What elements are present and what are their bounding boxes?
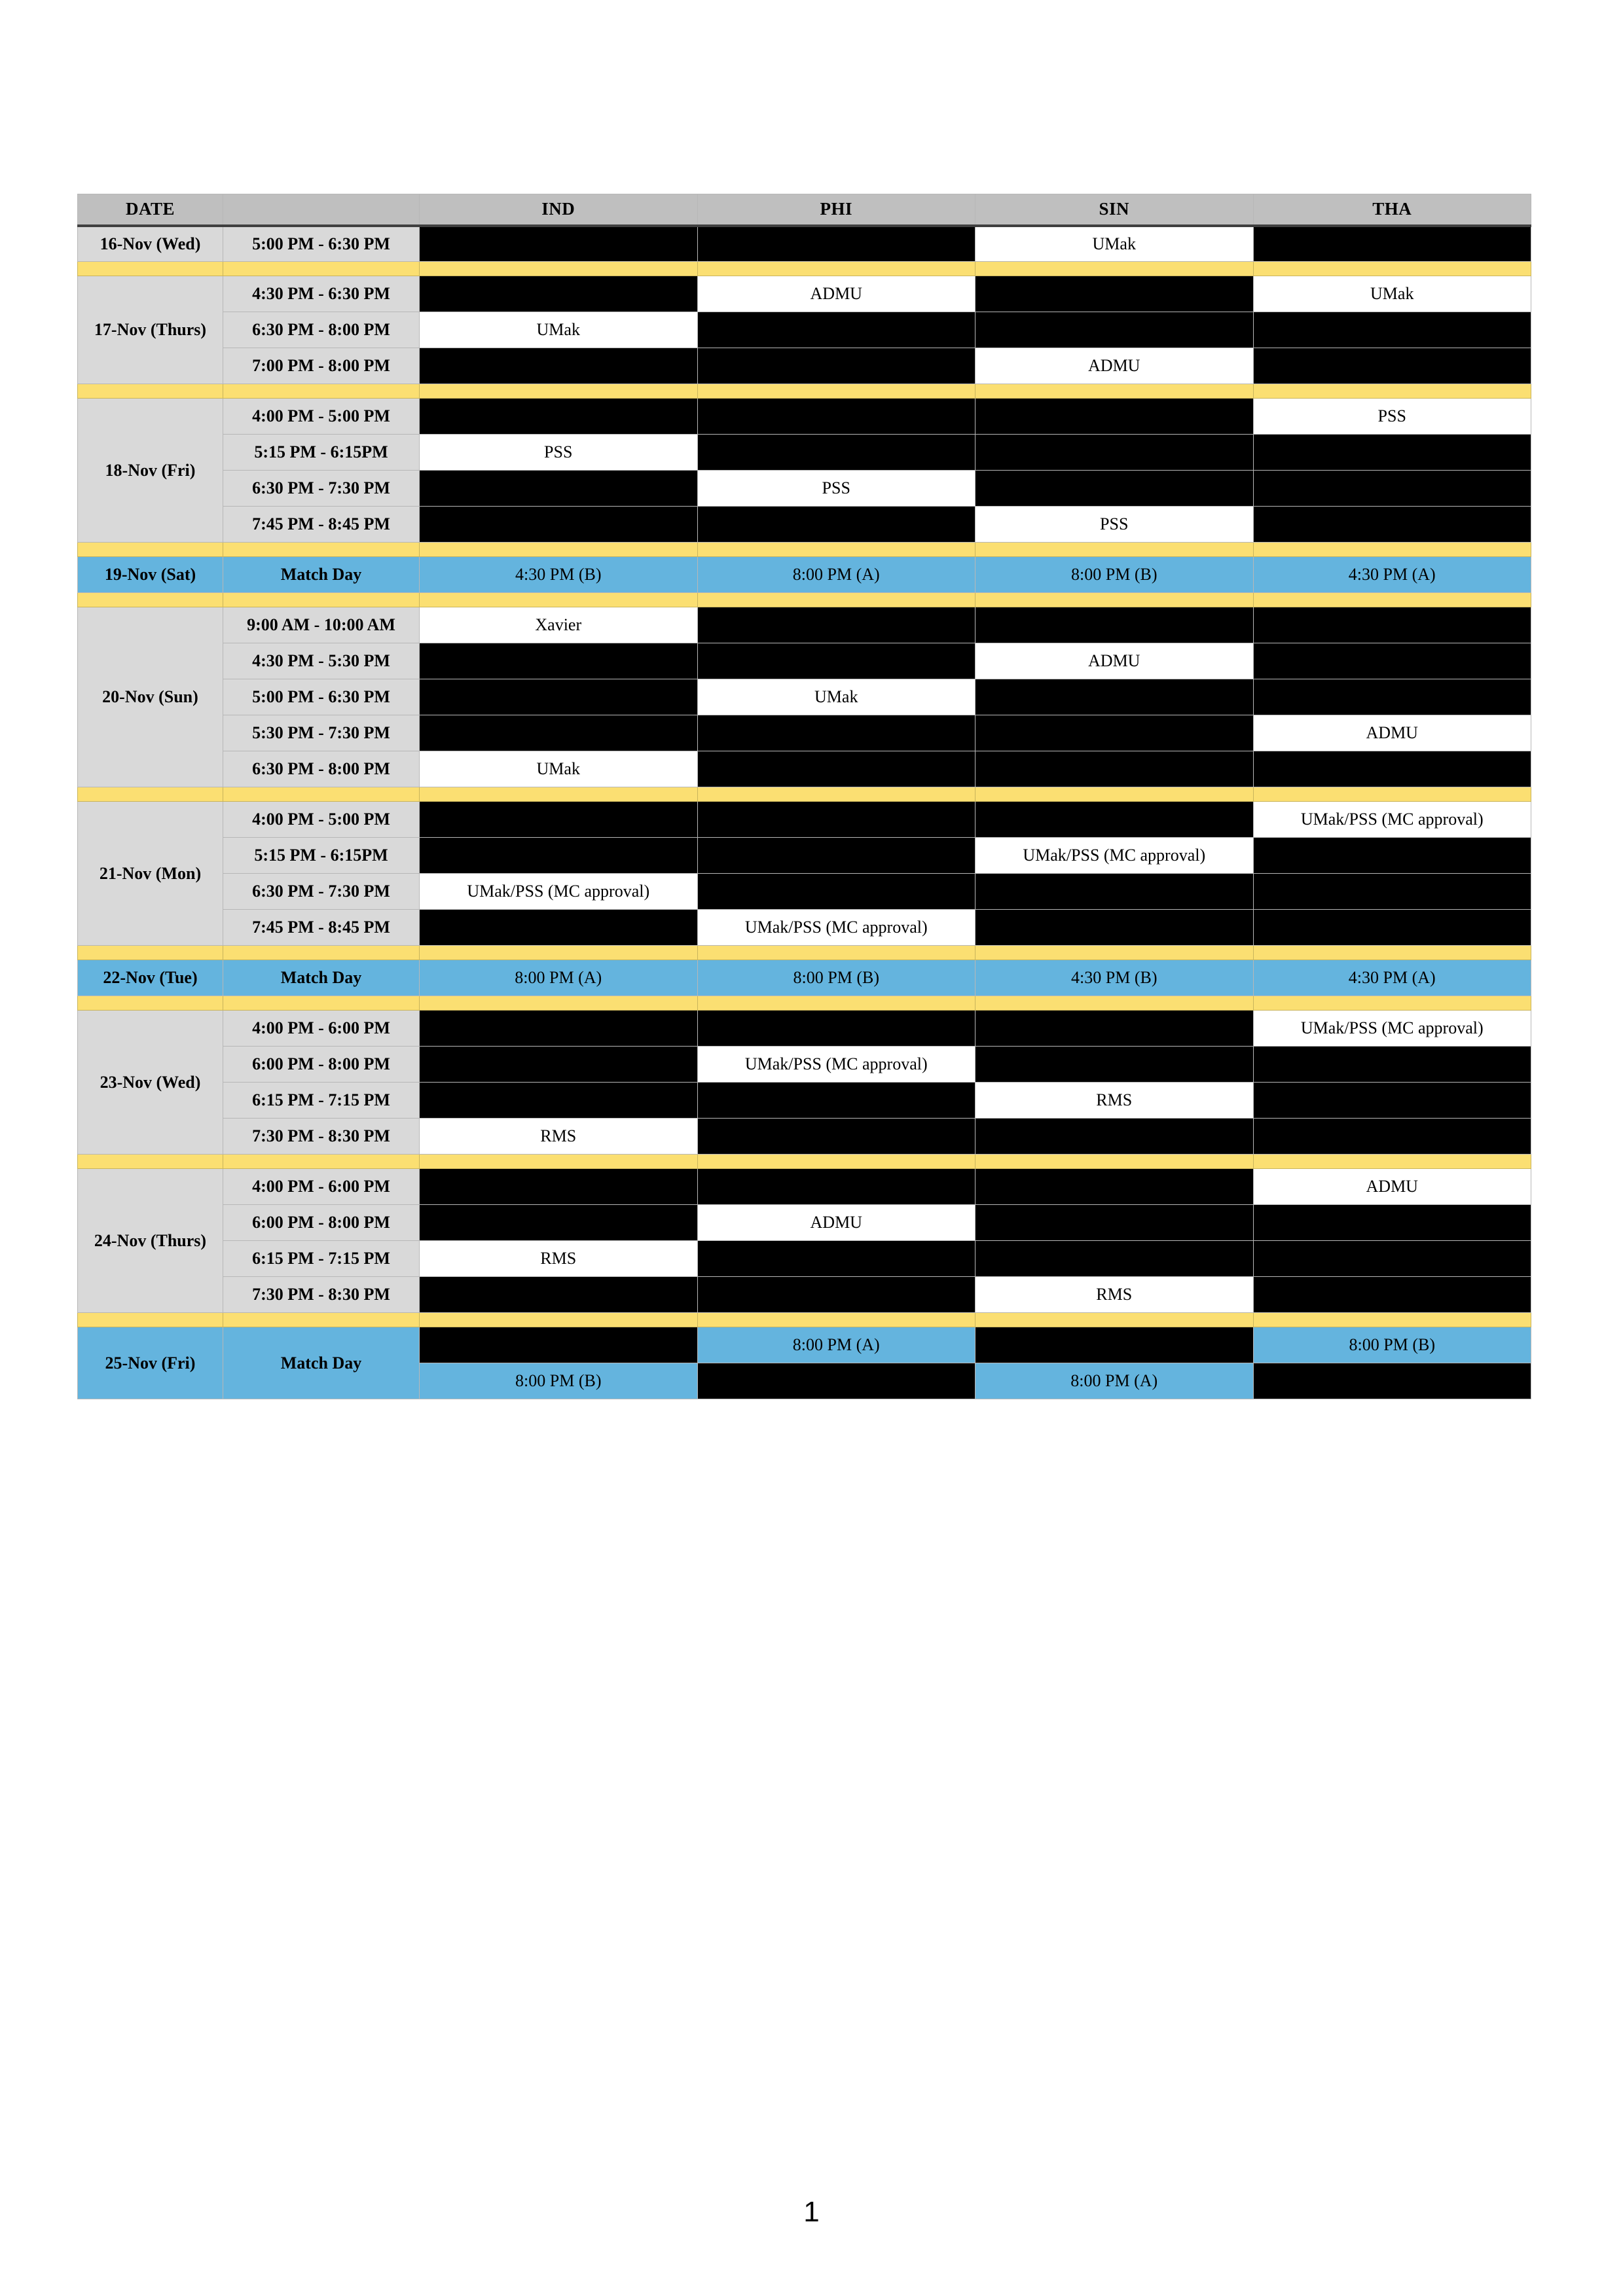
unavailable-cell[interactable] [1253, 679, 1531, 715]
unavailable-cell[interactable] [1253, 751, 1531, 787]
separator-cell [223, 543, 420, 557]
booking-cell[interactable]: RMS [976, 1083, 1254, 1119]
training-row [78, 1169, 1531, 1205]
unavailable-cell[interactable] [697, 1119, 976, 1155]
separator-cell [976, 384, 1254, 399]
unavailable-cell[interactable] [976, 1119, 1254, 1155]
time-slot-cell: 4:30 PM - 6:30 PM [223, 276, 420, 312]
training-row [78, 399, 1531, 435]
unavailable-cell[interactable] [976, 471, 1254, 507]
booking-cell[interactable]: PSS [697, 471, 976, 507]
training-row [78, 679, 1531, 715]
unavailable-cell[interactable] [420, 1169, 698, 1205]
row-separator [78, 593, 1531, 607]
row-separator [78, 262, 1531, 276]
time-slot-cell: 6:00 PM - 8:00 PM [223, 1205, 420, 1241]
training-row [78, 643, 1531, 679]
separator-cell [420, 1155, 698, 1169]
separator-cell [976, 262, 1254, 276]
unavailable-cell[interactable] [697, 1363, 976, 1399]
unavailable-cell[interactable] [420, 1047, 698, 1083]
date-cell: 25-Nov (Fri) [78, 1327, 223, 1399]
time-slot-cell: 7:30 PM - 8:30 PM [223, 1277, 420, 1313]
booking-cell[interactable]: RMS [420, 1119, 698, 1155]
booking-cell[interactable]: UMak/PSS (MC approval) [976, 838, 1254, 874]
unavailable-cell[interactable] [420, 471, 698, 507]
separator-cell [223, 946, 420, 960]
time-slot-cell: 5:30 PM - 7:30 PM [223, 715, 420, 751]
unavailable-cell[interactable] [1253, 1277, 1531, 1313]
separator-cell [78, 996, 223, 1011]
date-cell: 21-Nov (Mon) [78, 802, 223, 946]
column-header-ind: IND [420, 194, 698, 226]
training-row [78, 1083, 1531, 1119]
separator-cell [420, 262, 698, 276]
booking-cell[interactable]: ADMU [697, 276, 976, 312]
training-row [78, 312, 1531, 348]
unavailable-cell[interactable] [420, 348, 698, 384]
unavailable-cell[interactable] [697, 607, 976, 643]
booking-cell[interactable]: RMS [976, 1277, 1254, 1313]
separator-cell [223, 384, 420, 399]
page-number: 1 [803, 2196, 820, 2228]
training-row [78, 471, 1531, 507]
separator-cell [697, 262, 976, 276]
booking-cell[interactable]: ADMU [1253, 715, 1531, 751]
separator-cell [1253, 384, 1531, 399]
time-slot-cell: 7:45 PM - 8:45 PM [223, 507, 420, 543]
unavailable-cell[interactable] [976, 1169, 1254, 1205]
training-row [78, 751, 1531, 787]
unavailable-cell[interactable] [697, 348, 976, 384]
unavailable-cell[interactable] [1253, 507, 1531, 543]
unavailable-cell[interactable] [697, 751, 976, 787]
time-slot-cell: 5:15 PM - 6:15PM [223, 838, 420, 874]
booking-cell[interactable]: UMak/PSS (MC approval) [1253, 1011, 1531, 1047]
separator-cell [697, 593, 976, 607]
training-row [78, 507, 1531, 543]
unavailable-cell[interactable] [697, 802, 976, 838]
matchday-label: Match Day [223, 960, 420, 996]
unavailable-cell[interactable] [1253, 910, 1531, 946]
unavailable-cell[interactable] [976, 715, 1254, 751]
training-row [78, 348, 1531, 384]
unavailable-cell[interactable] [697, 435, 976, 471]
row-separator [78, 787, 1531, 802]
training-row [78, 1241, 1531, 1277]
unavailable-cell[interactable] [976, 874, 1254, 910]
separator-cell [223, 1155, 420, 1169]
separator-cell [1253, 543, 1531, 557]
separator-cell [223, 1313, 420, 1327]
booking-cell[interactable]: ADMU [976, 348, 1254, 384]
unavailable-cell[interactable] [420, 910, 698, 946]
unavailable-cell[interactable] [420, 1277, 698, 1313]
unavailable-cell[interactable] [697, 1083, 976, 1119]
time-slot-cell: 5:00 PM - 6:30 PM [223, 226, 420, 262]
separator-cell [976, 593, 1254, 607]
matchday-time-cell[interactable]: 8:00 PM (A) [420, 960, 698, 996]
unavailable-cell[interactable] [976, 399, 1254, 435]
time-slot-cell: 6:15 PM - 7:15 PM [223, 1241, 420, 1277]
unavailable-cell[interactable] [420, 1083, 698, 1119]
separator-cell [78, 543, 223, 557]
time-slot-cell: 4:30 PM - 5:30 PM [223, 643, 420, 679]
unavailable-cell[interactable] [697, 838, 976, 874]
booking-cell[interactable]: UMak/PSS (MC approval) [697, 1047, 976, 1083]
separator-cell [1253, 593, 1531, 607]
time-slot-cell: 4:00 PM - 6:00 PM [223, 1169, 420, 1205]
training-row [78, 802, 1531, 838]
time-slot-cell: 7:30 PM - 8:30 PM [223, 1119, 420, 1155]
unavailable-cell[interactable] [1253, 312, 1531, 348]
separator-cell [420, 787, 698, 802]
unavailable-cell[interactable] [420, 226, 698, 262]
unavailable-cell[interactable] [420, 399, 698, 435]
date-cell: 20-Nov (Sun) [78, 607, 223, 787]
date-cell: 19-Nov (Sat) [78, 557, 223, 593]
unavailable-cell[interactable] [976, 1327, 1254, 1363]
separator-cell [420, 996, 698, 1011]
separator-cell [223, 593, 420, 607]
row-separator [78, 1313, 1531, 1327]
unavailable-cell[interactable] [1253, 1083, 1531, 1119]
matchday-time-cell[interactable]: 8:00 PM (B) [1253, 1327, 1531, 1363]
row-separator [78, 1155, 1531, 1169]
separator-cell [1253, 1155, 1531, 1169]
unavailable-cell[interactable] [976, 1241, 1254, 1277]
time-slot-cell: 4:00 PM - 5:00 PM [223, 399, 420, 435]
booking-cell[interactable]: ADMU [1253, 1169, 1531, 1205]
date-cell: 17-Nov (Thurs) [78, 276, 223, 384]
unavailable-cell[interactable] [1253, 874, 1531, 910]
separator-cell [78, 1313, 223, 1327]
unavailable-cell[interactable] [1253, 1241, 1531, 1277]
unavailable-cell[interactable] [697, 399, 976, 435]
date-cell: 18-Nov (Fri) [78, 399, 223, 543]
unavailable-cell[interactable] [697, 507, 976, 543]
training-row [78, 874, 1531, 910]
unavailable-cell[interactable] [976, 607, 1254, 643]
unavailable-cell[interactable] [976, 751, 1254, 787]
separator-cell [697, 996, 976, 1011]
training-row [78, 1205, 1531, 1241]
booking-cell[interactable]: ADMU [697, 1205, 976, 1241]
booking-cell[interactable]: UMak [976, 226, 1254, 262]
separator-cell [697, 946, 976, 960]
time-slot-cell: 6:15 PM - 7:15 PM [223, 1083, 420, 1119]
column-header-sin: SIN [976, 194, 1254, 226]
booking-cell[interactable]: UMak [1253, 276, 1531, 312]
booking-cell[interactable]: UMak [420, 312, 698, 348]
separator-cell [697, 787, 976, 802]
matchday-time-cell[interactable]: 8:00 PM (A) [697, 1327, 976, 1363]
time-slot-cell: 6:30 PM - 7:30 PM [223, 471, 420, 507]
separator-cell [420, 1313, 698, 1327]
matchday-time-cell[interactable]: 8:00 PM (B) [697, 960, 976, 996]
matchday-time-cell[interactable]: 4:30 PM (A) [1253, 960, 1531, 996]
row-separator [78, 384, 1531, 399]
unavailable-cell[interactable] [1253, 1047, 1531, 1083]
matchday-time-cell[interactable]: 8:00 PM (A) [697, 557, 976, 593]
time-slot-cell: 4:00 PM - 5:00 PM [223, 802, 420, 838]
date-cell: 22-Nov (Tue) [78, 960, 223, 996]
separator-cell [78, 262, 223, 276]
training-match-schedule-table [77, 194, 1531, 1399]
unavailable-cell[interactable] [420, 1011, 698, 1047]
separator-cell [976, 946, 1254, 960]
unavailable-cell[interactable] [1253, 1363, 1531, 1399]
unavailable-cell[interactable] [420, 679, 698, 715]
booking-cell[interactable]: PSS [420, 435, 698, 471]
table-header [78, 194, 1531, 226]
training-row [78, 1119, 1531, 1155]
separator-cell [420, 543, 698, 557]
time-slot-cell: 6:30 PM - 8:00 PM [223, 751, 420, 787]
column-header-tha: THA [1253, 194, 1531, 226]
time-slot-cell: 9:00 AM - 10:00 AM [223, 607, 420, 643]
column-header-phi: PHI [697, 194, 976, 226]
row-separator [78, 543, 1531, 557]
unavailable-cell[interactable] [976, 910, 1254, 946]
column-header-time [223, 194, 420, 226]
separator-cell [697, 1155, 976, 1169]
date-cell: 16-Nov (Wed) [78, 226, 223, 262]
separator-cell [976, 787, 1254, 802]
header-row [78, 194, 1531, 226]
training-row [78, 1277, 1531, 1313]
separator-cell [1253, 262, 1531, 276]
time-slot-cell: 6:30 PM - 7:30 PM [223, 874, 420, 910]
training-row [78, 910, 1531, 946]
unavailable-cell[interactable] [697, 312, 976, 348]
unavailable-cell[interactable] [1253, 643, 1531, 679]
unavailable-cell[interactable] [420, 715, 698, 751]
training-row [78, 226, 1531, 262]
separator-cell [223, 996, 420, 1011]
unavailable-cell[interactable] [976, 1205, 1254, 1241]
unavailable-cell[interactable] [420, 838, 698, 874]
training-row [78, 607, 1531, 643]
separator-cell [976, 1155, 1254, 1169]
booking-cell[interactable]: ADMU [976, 643, 1254, 679]
time-slot-cell: 7:45 PM - 8:45 PM [223, 910, 420, 946]
unavailable-cell[interactable] [697, 1241, 976, 1277]
time-slot-cell: 4:00 PM - 6:00 PM [223, 1011, 420, 1047]
unavailable-cell[interactable] [976, 435, 1254, 471]
separator-cell [78, 593, 223, 607]
unavailable-cell[interactable] [1253, 348, 1531, 384]
matchday-time-cell[interactable]: 8:00 PM (A) [976, 1363, 1254, 1399]
unavailable-cell[interactable] [697, 874, 976, 910]
unavailable-cell[interactable] [697, 1169, 976, 1205]
unavailable-cell[interactable] [697, 226, 976, 262]
unavailable-cell[interactable] [1253, 1205, 1531, 1241]
matchday-row [78, 1327, 1531, 1363]
time-slot-cell: 6:30 PM - 8:00 PM [223, 312, 420, 348]
row-separator [78, 946, 1531, 960]
matchday-label: Match Day [223, 1327, 420, 1399]
unavailable-cell[interactable] [1253, 226, 1531, 262]
row-separator [78, 996, 1531, 1011]
unavailable-cell[interactable] [976, 802, 1254, 838]
separator-cell [697, 1313, 976, 1327]
matchday-time-cell[interactable]: 4:30 PM (B) [420, 557, 698, 593]
training-row [78, 1047, 1531, 1083]
date-cell: 24-Nov (Thurs) [78, 1169, 223, 1313]
training-row [78, 838, 1531, 874]
unavailable-cell[interactable] [697, 1011, 976, 1047]
separator-cell [976, 996, 1254, 1011]
unavailable-cell[interactable] [697, 1277, 976, 1313]
booking-cell[interactable]: UMak/PSS (MC approval) [697, 910, 976, 946]
separator-cell [1253, 1313, 1531, 1327]
booking-cell[interactable]: Xavier [420, 607, 698, 643]
schedule-sheet [77, 194, 1531, 1399]
separator-cell [697, 384, 976, 399]
separator-cell [223, 787, 420, 802]
unavailable-cell[interactable] [1253, 607, 1531, 643]
unavailable-cell[interactable] [697, 643, 976, 679]
unavailable-cell[interactable] [420, 643, 698, 679]
booking-cell[interactable]: UMak [420, 751, 698, 787]
unavailable-cell[interactable] [420, 1205, 698, 1241]
time-slot-cell: 5:00 PM - 6:30 PM [223, 679, 420, 715]
unavailable-cell[interactable] [420, 507, 698, 543]
unavailable-cell[interactable] [976, 1011, 1254, 1047]
unavailable-cell[interactable] [1253, 1119, 1531, 1155]
matchday-row [78, 960, 1531, 996]
unavailable-cell[interactable] [420, 802, 698, 838]
training-row [78, 715, 1531, 751]
separator-cell [420, 384, 698, 399]
unavailable-cell[interactable] [976, 1047, 1254, 1083]
date-cell: 23-Nov (Wed) [78, 1011, 223, 1155]
separator-cell [78, 787, 223, 802]
separator-cell [1253, 996, 1531, 1011]
training-row [78, 1011, 1531, 1047]
separator-cell [1253, 946, 1531, 960]
booking-cell[interactable]: UMak/PSS (MC approval) [420, 874, 698, 910]
separator-cell [420, 946, 698, 960]
matchday-time-cell[interactable]: 8:00 PM (B) [976, 557, 1254, 593]
separator-cell [697, 543, 976, 557]
matchday-time-cell[interactable]: 8:00 PM (B) [420, 1363, 698, 1399]
booking-cell[interactable]: PSS [1253, 399, 1531, 435]
booking-cell[interactable]: UMak [697, 679, 976, 715]
column-header-date: DATE [78, 194, 223, 226]
separator-cell [1253, 787, 1531, 802]
unavailable-cell[interactable] [976, 312, 1254, 348]
unavailable-cell[interactable] [420, 276, 698, 312]
matchday-row [78, 557, 1531, 593]
training-row [78, 435, 1531, 471]
unavailable-cell[interactable] [697, 715, 976, 751]
booking-cell[interactable]: PSS [976, 507, 1254, 543]
separator-cell [78, 384, 223, 399]
unavailable-cell[interactable] [976, 276, 1254, 312]
unavailable-cell[interactable] [1253, 471, 1531, 507]
time-slot-cell: 6:00 PM - 8:00 PM [223, 1047, 420, 1083]
booking-cell[interactable]: RMS [420, 1241, 698, 1277]
time-slot-cell: 5:15 PM - 6:15PM [223, 435, 420, 471]
separator-cell [420, 593, 698, 607]
matchday-label: Match Day [223, 557, 420, 593]
separator-cell [223, 262, 420, 276]
time-slot-cell: 7:00 PM - 8:00 PM [223, 348, 420, 384]
unavailable-cell[interactable] [1253, 838, 1531, 874]
separator-cell [976, 543, 1254, 557]
matchday-time-cell[interactable]: 4:30 PM (A) [1253, 557, 1531, 593]
matchday-time-cell[interactable]: 4:30 PM (B) [976, 960, 1254, 996]
unavailable-cell[interactable] [1253, 435, 1531, 471]
training-row [78, 276, 1531, 312]
unavailable-cell[interactable] [976, 679, 1254, 715]
separator-cell [976, 1313, 1254, 1327]
separator-cell [78, 946, 223, 960]
unavailable-cell[interactable] [420, 1327, 698, 1363]
table-body [78, 226, 1531, 1399]
separator-cell [78, 1155, 223, 1169]
booking-cell[interactable]: UMak/PSS (MC approval) [1253, 802, 1531, 838]
